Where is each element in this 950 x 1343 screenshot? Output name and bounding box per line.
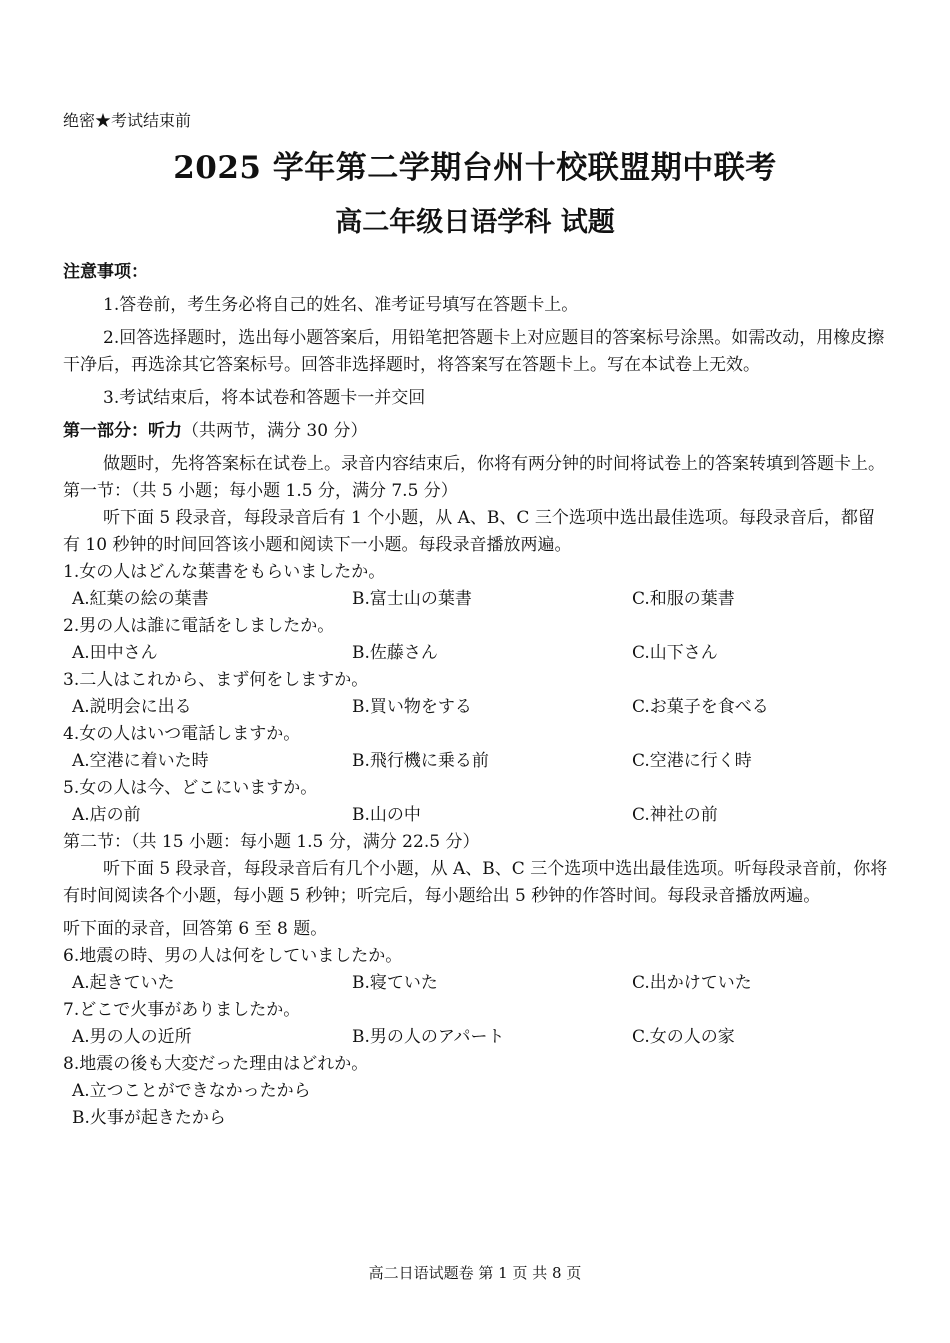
option-c: C.お菓子を食べる xyxy=(632,697,769,717)
question-block xyxy=(63,1051,889,1132)
question-block xyxy=(63,559,889,613)
confidential-label: 绝密★考试结束前 xyxy=(63,111,192,130)
option-b: B.寝ていた xyxy=(352,973,438,993)
options-row xyxy=(63,640,889,667)
question-text: 5.女の人は今、どこにいますか。 xyxy=(63,778,318,798)
section1-heading: 第一节：（共 5 小题；每小题 1.5 分，满分 7.5 分） xyxy=(63,481,458,501)
question-text: 2.男の人は誰に電話をしましたか。 xyxy=(63,616,335,636)
question-block xyxy=(63,667,889,721)
options-row xyxy=(63,586,889,613)
option-b: B.飛行機に乗る前 xyxy=(352,751,489,771)
notice-item: 2.回答选择题时，选出每小题答案后，用铅笔把答题卡上对应题目的答案标号涂黑。如需改动，用橡皮擦干净后，再选涂其它答案标号。回答非选择题时，将答案写在答题卡上。写在本试卷上无效。 xyxy=(63,328,885,375)
exam-title: 2025 学年第二学期台州十校联盟期中联考 xyxy=(173,150,777,186)
notice-item: 1.答卷前，考生务必将自己的姓名、准考证号填写在答题卡上。 xyxy=(103,295,579,315)
options-row xyxy=(63,802,889,829)
option-a: A.空港に着いた時 xyxy=(72,751,209,771)
option-a: A.説明会に出る xyxy=(72,697,192,717)
option-c: C.和服の葉書 xyxy=(632,589,735,609)
option-a: A.起きていた xyxy=(72,973,175,993)
page-footer: 高二日语试题卷 第 1 页 共 8 页 xyxy=(368,1264,582,1282)
option-c: C.空港に行く時 xyxy=(632,751,752,771)
options-row xyxy=(63,970,889,997)
option-c: C.女の人の家 xyxy=(632,1027,735,1047)
question-text: 7.どこで火事がありましたか。 xyxy=(63,1000,301,1020)
question-text: 4.女の人はいつ電話しますか。 xyxy=(63,724,301,744)
option-b: B.佐藤さん xyxy=(352,643,438,663)
question-text: 8.地震の後も大変だった理由はどれか。 xyxy=(63,1054,369,1074)
option-a: A.店の前 xyxy=(72,805,141,825)
question-block xyxy=(63,613,889,667)
option-b: B.富士山の葉書 xyxy=(352,589,472,609)
options-row xyxy=(63,748,889,775)
question-block xyxy=(63,721,889,775)
exam-subtitle: 高二年级日语学科 试题 xyxy=(335,207,615,238)
option-c: C.山下さん xyxy=(632,643,718,663)
section2-heading: 第二节：（共 15 小题：每小题 1.5 分，满分 22.5 分） xyxy=(63,832,480,852)
option-a: A.立つことができなかったから xyxy=(72,1081,311,1101)
question-block xyxy=(63,943,889,997)
question-block xyxy=(63,997,889,1051)
option-b: B.男の人のアパート xyxy=(352,1027,505,1047)
question-text: 3.二人はこれから、まず何をしますか。 xyxy=(63,670,369,690)
question-block xyxy=(63,775,889,829)
listen-note: 听下面的录音，回答第 6 至 8 题。 xyxy=(63,919,328,939)
part1-heading-rest: （共两节，满分 30 分） xyxy=(182,421,368,441)
notice-heading: 注意事项： xyxy=(63,262,148,282)
option-a: A.紅葉の絵の葉書 xyxy=(72,589,209,609)
part1-heading-bold: 第一部分：听力 xyxy=(63,421,182,441)
option-b: B.買い物をする xyxy=(352,697,472,717)
option-a: A.男の人の近所 xyxy=(72,1027,192,1047)
exam-content xyxy=(63,259,889,1132)
section1-instruction: 听下面 5 段录音，每段录音后有 1 个小题，从 A、B、C 三个选项中选出最佳选项。每段录音后，都留有 10 秒钟的时间回答该小题和阅读下一小题。每段录音播放两遍。 xyxy=(63,508,875,555)
option-c: C.神社の前 xyxy=(632,805,718,825)
part1-heading xyxy=(63,418,889,445)
option-c: C.出かけていた xyxy=(632,973,752,993)
question-text: 6.地震の時、男の人は何をしていましたか。 xyxy=(63,946,403,966)
option-a: A.田中さん xyxy=(72,643,158,663)
notice-item: 3.考试结束后，将本试卷和答题卡一并交回 xyxy=(103,388,426,408)
option-b: B.火事が起きたから xyxy=(72,1108,226,1128)
question-text: 1.女の人はどんな葉書をもらいましたか。 xyxy=(63,562,386,582)
options-row xyxy=(63,694,889,721)
part1-instruction: 做题时，先将答案标在试卷上。录音内容结束后，你将有两分钟的时间将试卷上的答案转填到答题卡上。 xyxy=(103,454,885,474)
option-b: B.山の中 xyxy=(352,805,421,825)
options-row xyxy=(63,1024,889,1051)
section2-instruction: 听下面 5 段录音，每段录音后有几个小题，从 A、B、C 三个选项中选出最佳选项。听每段录音前，你将有时间阅读各个小题，每小题 5 秒钟；听完后，每小题给出 5 秒钟的作答时间。每段录音播放两遍。 xyxy=(63,859,888,906)
